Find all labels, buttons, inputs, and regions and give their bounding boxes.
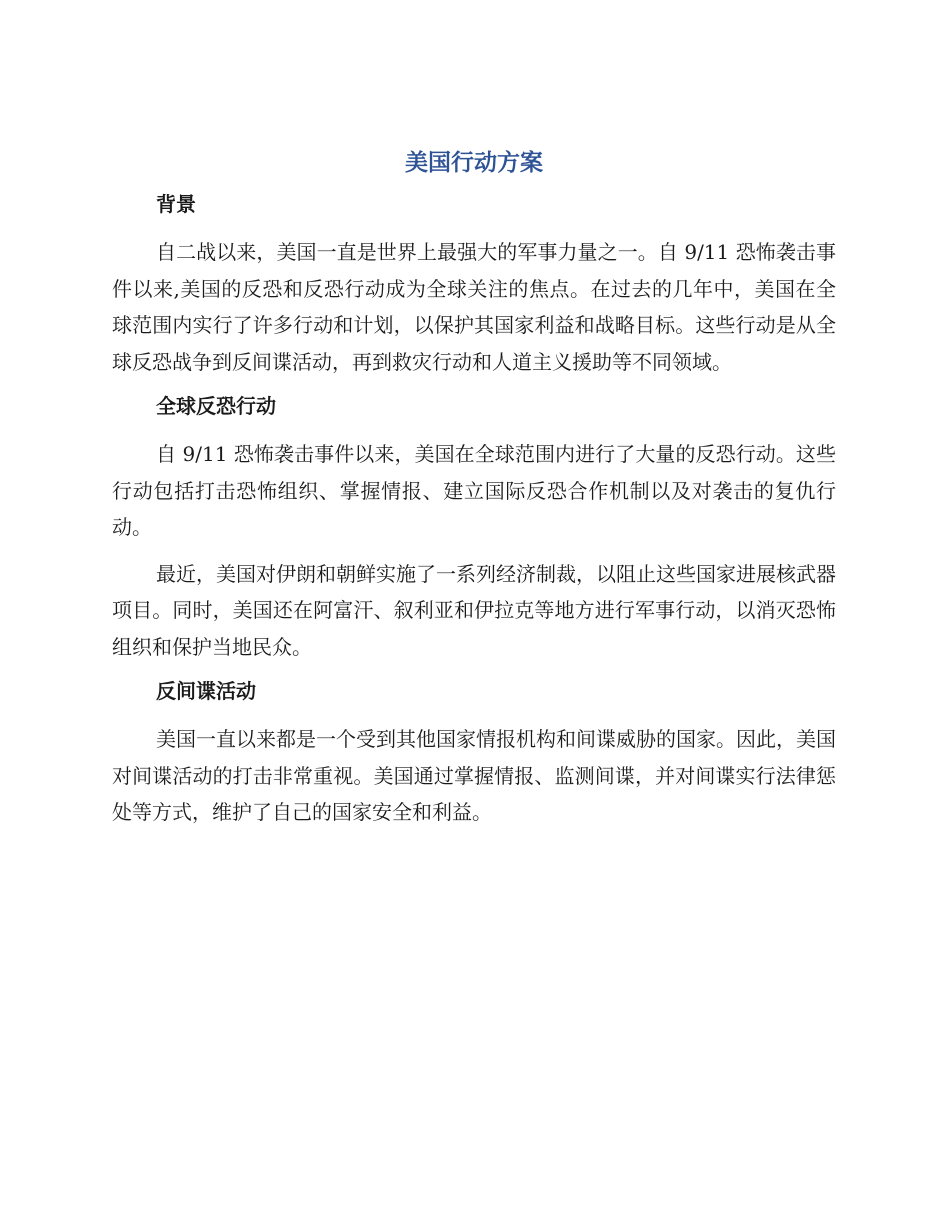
paragraph: 自 9/11 恐怖袭击事件以来，美国在全球范围内进行了大量的反恐行动。这些行动包括打击恐怖组织、掌握情报、建立国际反恐合作机制以及对袭击的复仇行动。 [112, 442, 836, 539]
paragraph: 美国一直以来都是一个受到其他国家情报机构和间谍威胁的国家。因此，美国对间谍活动的打击非常重视。美国通过掌握情报、监测间谍，并对间谍实行法律惩处等方式，维护了自己的国家安全和利益。 [112, 727, 836, 824]
paragraph: 自二战以来，美国一直是世界上最强大的军事力量之一。自 9/11 恐怖袭击事件以来,美国的反恐和反恐行动成为全球关注的焦点。在过去的几年中，美国在全球范围内实行了许多行动和计划，以保护其国家利益和战略目标。这些行动是从全球反恐战争到反间谍活动，再到救灾行动和人道主义援助等不同领域。 [112, 240, 836, 374]
section-heading-background: 背景 [156, 192, 196, 216]
paragraph: 最近，美国对伊朗和朝鲜实施了一系列经济制裁，以阻止这些国家进展核武器项目。同时，美国还在阿富汗、叙利亚和伊拉克等地方进行军事行动，以消灭恐怖组织和保护当地民众。 [112, 561, 836, 659]
section-heading-global-counterterrorism: 全球反恐行动 [156, 394, 276, 418]
section-heading-counterintelligence: 反间谍活动 [156, 679, 256, 703]
document-page [112, 140, 836, 831]
document-title: 美国行动方案 [405, 150, 543, 176]
